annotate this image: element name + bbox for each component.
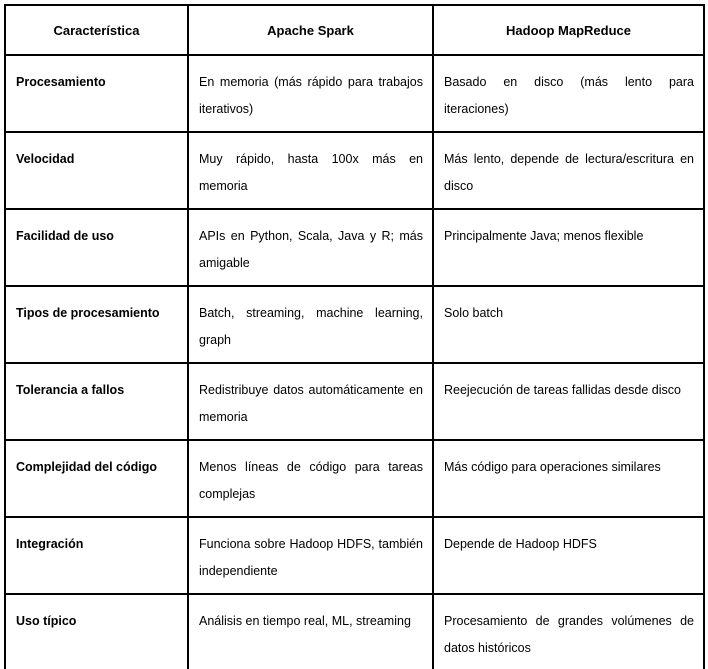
table-row (5, 132, 704, 209)
spark-value-cell: Funciona sobre Hadoop HDFS, también independiente (188, 517, 433, 594)
spark-value-cell: En memoria (más rápido para trabajos iterativos) (188, 55, 433, 132)
hadoop-value-cell: Más código para operaciones similares (433, 440, 704, 517)
feature-cell: Procesamiento (5, 55, 188, 132)
spark-value-cell: Menos líneas de código para tareas complejas (188, 440, 433, 517)
table-row (5, 594, 704, 669)
hadoop-value-cell: Más lento, depende de lectura/escritura en disco (433, 132, 704, 209)
hadoop-value-cell: Procesamiento de grandes volúmenes de datos históricos (433, 594, 704, 669)
feature-cell: Tolerancia a fallos (5, 363, 188, 440)
spark-vs-hadoop-comparison-table (4, 4, 705, 669)
feature-cell: Facilidad de uso (5, 209, 188, 286)
table-row (5, 363, 704, 440)
table-row (5, 209, 704, 286)
column-header-hadoop-mapreduce: Hadoop MapReduce (433, 5, 704, 55)
hadoop-value-cell: Principalmente Java; menos flexible (433, 209, 704, 286)
spark-value-cell: APIs en Python, Scala, Java y R; más amigable (188, 209, 433, 286)
hadoop-value-cell: Basado en disco (más lento para iteraciones) (433, 55, 704, 132)
spark-value-cell: Muy rápido, hasta 100x más en memoria (188, 132, 433, 209)
table-row (5, 55, 704, 132)
spark-value-cell: Análisis en tiempo real, ML, streaming (188, 594, 433, 669)
spark-value-cell: Batch, streaming, machine learning, graph (188, 286, 433, 363)
feature-cell: Uso típico (5, 594, 188, 669)
table-row (5, 286, 704, 363)
feature-cell: Velocidad (5, 132, 188, 209)
column-header-apache-spark: Apache Spark (188, 5, 433, 55)
spark-value-cell: Redistribuye datos automáticamente en memoria (188, 363, 433, 440)
table-row (5, 440, 704, 517)
table-header-row (5, 5, 704, 55)
table-row (5, 517, 704, 594)
hadoop-value-cell: Reejecución de tareas fallidas desde disco (433, 363, 704, 440)
feature-cell: Integración (5, 517, 188, 594)
hadoop-value-cell: Depende de Hadoop HDFS (433, 517, 704, 594)
feature-cell: Complejidad del código (5, 440, 188, 517)
table-body (5, 55, 704, 669)
hadoop-value-cell: Solo batch (433, 286, 704, 363)
column-header-caracteristica: Característica (5, 5, 188, 55)
feature-cell: Tipos de procesamiento (5, 286, 188, 363)
